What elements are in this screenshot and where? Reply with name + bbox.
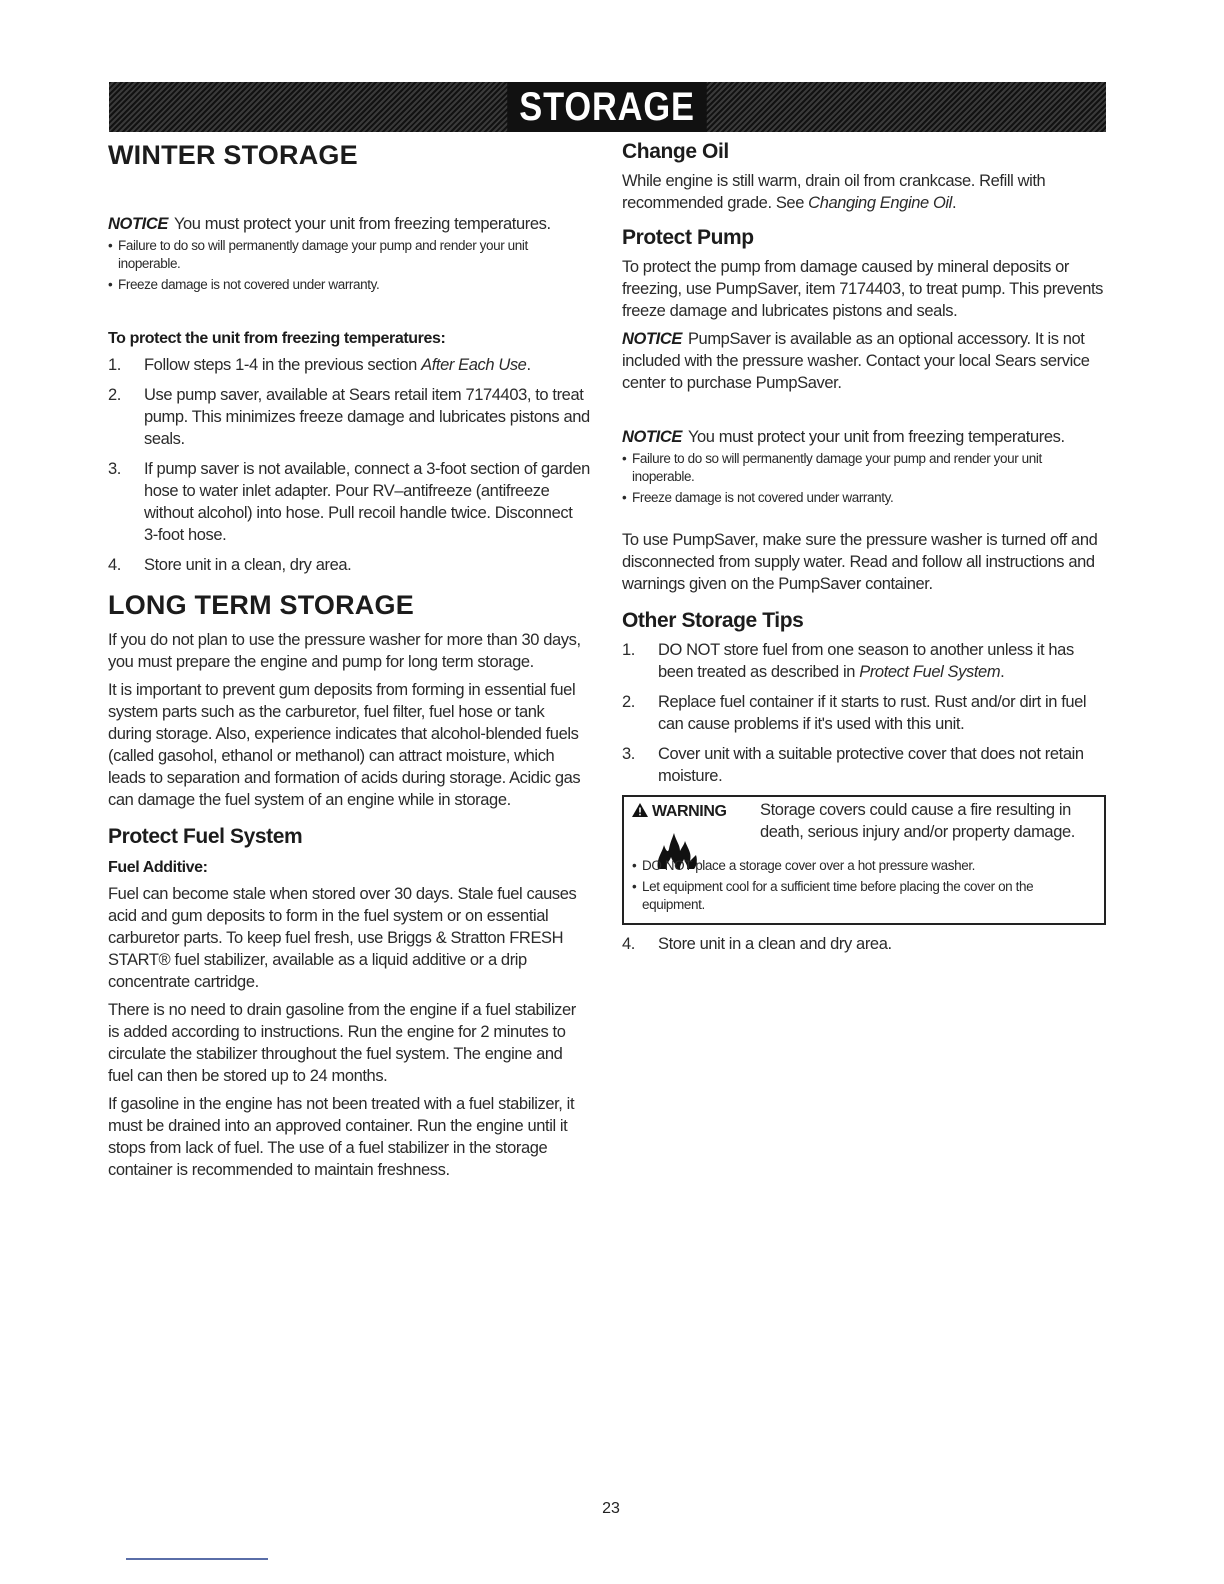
storage-tips-continued	[622, 933, 1106, 955]
winter-steps	[108, 354, 590, 576]
left-column	[108, 140, 590, 1187]
warning-text: Storage covers could cause a fire resulting in death, serious injury and/or property damage.	[760, 801, 1075, 841]
section-banner	[109, 82, 1106, 132]
step-text: Use pump saver, available at Sears retail item 7174403, to treat pump. This minimizes freeze damage and lubricates pistons and seals.	[144, 386, 590, 448]
notice-text: You must protect your unit from freezing temperatures.	[687, 428, 1065, 446]
step-text: Store unit in a clean, dry area.	[144, 556, 352, 574]
step-number: 2.	[108, 386, 121, 404]
list-item: • Failure to do so will permanently damage your pump and render your unit inoperable.	[108, 237, 590, 273]
warning-box	[622, 795, 1106, 925]
step-number: 2.	[622, 693, 635, 711]
step-reference: After Each Use	[421, 356, 527, 374]
list-item: • DO NOT place a storage cover over a hot pressure washer.	[632, 857, 1098, 875]
list-item	[622, 639, 1106, 683]
list-item	[108, 354, 590, 376]
freezing-bullets	[622, 450, 1106, 507]
protect-pump-title: Protect Pump	[622, 226, 754, 249]
oil-text: While engine is still warm, drain oil from crankcase. Refill with recommended grade. See	[622, 172, 1046, 212]
oil-tail: .	[951, 194, 957, 212]
notice-label: NOTICE	[622, 428, 682, 446]
step-tail: .	[1000, 663, 1005, 681]
change-oil-text	[622, 170, 1106, 214]
step-text: If pump saver is not available, connect a 3-foot section of garden hose to water inlet adapter. Pour RV–antifreeze (antifreeze without alcohol) into hose. Pull recoil handle twice. Disconnect 3-foot hose.	[144, 460, 590, 544]
change-oil-title: Change Oil	[622, 140, 729, 163]
step-text: DO NOT store fuel from one season to another unless it has been treated as described in	[658, 641, 1074, 681]
winter-bullets	[108, 237, 590, 294]
step-text: Store unit in a clean and dry area.	[658, 935, 892, 953]
list-item	[622, 933, 1106, 955]
protect-pump-text: To protect the pump from damage caused by mineral deposits or freezing, use PumpSaver, item 7174403, to treat pump. This prevents freeze damage and lubricates pistons and seals.	[622, 258, 1104, 320]
long-term-paragraph: If you do not plan to use the pressure washer for more than 30 days, you must prepare the engine and pump for long term storage.	[108, 631, 581, 671]
step-text: Cover unit with a suitable protective cover that does not retain moisture.	[658, 745, 1084, 785]
long-term-storage-title: LONG TERM STORAGE	[108, 590, 414, 620]
list-item	[108, 384, 590, 450]
oil-reference: Changing Engine Oil	[808, 194, 952, 212]
additive-paragraph: If gasoline in the engine has not been treated with a fuel stabilizer, it must be drained into an approved container. Run the engine until it stops from lack of fuel. The use of a fuel stabilizer in the storage container is recommended to maintain freshness.	[108, 1095, 575, 1179]
list-item	[108, 458, 590, 546]
step-reference: Protect Fuel System	[859, 663, 1001, 681]
list-item	[108, 554, 590, 576]
right-column	[622, 140, 1106, 963]
winter-storage-title: WINTER STORAGE	[108, 140, 358, 170]
additive-paragraph: Fuel can become stale when stored over 30 days. Stale fuel causes acid and gum deposits to form in the fuel system or on essential carburetor parts. To keep fuel fresh, use Briggs & Stratton FRESH START® fuel stabilizer, available as a liquid additive or a drip concentrate cartridge.	[108, 885, 577, 991]
long-term-paragraph: It is important to prevent gum deposits from forming in essential fuel system parts such as the carburetor, fuel filter, fuel hose or tank during storage. Also, experience indicates that alcohol-blended fuels (called gasohol, ethanol or methanol) can attract moisture, which leads to separation and formation of acids during storage. Acidic gas can damage the fuel system of an engine while in storage.	[108, 681, 581, 809]
notice-label: NOTICE	[622, 330, 682, 348]
storage-tips	[622, 639, 1106, 787]
list-item: • Let equipment cool for a sufficient time before placing the cover on the equipment.	[632, 878, 1098, 914]
notice-text: You must protect your unit from freezing temperatures.	[173, 215, 551, 233]
footer-rule	[126, 1558, 268, 1560]
protect-unit-heading: To protect the unit from freezing temperatures:	[108, 330, 446, 347]
fuel-additive-heading: Fuel Additive:	[108, 859, 208, 876]
step-number: 1.	[622, 641, 635, 659]
step-number: 4.	[108, 556, 121, 574]
additive-paragraph: There is no need to drain gasoline from the engine if a fuel stabilizer is added according to instructions. Run the engine for 2 minutes to circulate the stabilizer throughout the fuel system. The engine and fuel can then be stored up to 24 months.	[108, 1001, 576, 1085]
pump-notice	[622, 328, 1106, 394]
warning-label: WARNING	[652, 803, 727, 820]
list-item: • Failure to do so will permanently damage your pump and render your unit inoperable.	[622, 450, 1106, 486]
other-storage-tips-title: Other Storage Tips	[622, 609, 804, 632]
list-item: • Freeze damage is not covered under warranty.	[622, 489, 1106, 507]
step-text: Replace fuel container if it starts to rust. Rust and/or dirt in fuel can cause problems if it's used with this unit.	[658, 693, 1087, 733]
page-number: 23	[602, 1500, 620, 1517]
warning-header	[632, 803, 1098, 843]
step-number: 3.	[108, 460, 121, 478]
list-item	[622, 691, 1106, 735]
step-number: 1.	[108, 356, 121, 374]
pumpsaver-usage-text: To use PumpSaver, make sure the pressure washer is turned off and disconnected from supply water. Read and follow all instructions and warnings given on the PumpSaver container.	[622, 531, 1098, 593]
step-number: 4.	[622, 935, 635, 953]
protect-fuel-system-title: Protect Fuel System	[108, 825, 303, 848]
step-tail: .	[526, 356, 531, 374]
step-text: Follow steps 1-4 in the previous section	[144, 356, 422, 374]
step-number: 3.	[622, 745, 635, 763]
warning-bullets	[632, 857, 1098, 914]
warning-triangle-icon	[632, 803, 648, 817]
list-item	[622, 743, 1106, 787]
freezing-notice	[622, 426, 1106, 448]
notice-label: NOTICE	[108, 215, 168, 233]
banner-title: STORAGE	[508, 82, 708, 132]
winter-notice	[108, 213, 590, 235]
list-item: • Freeze damage is not covered under warranty.	[108, 276, 590, 294]
notice-text: PumpSaver is available as an optional accessory. It is not included with the pressure washer. Contact your local Sears service center to purchase PumpSaver.	[622, 330, 1090, 392]
